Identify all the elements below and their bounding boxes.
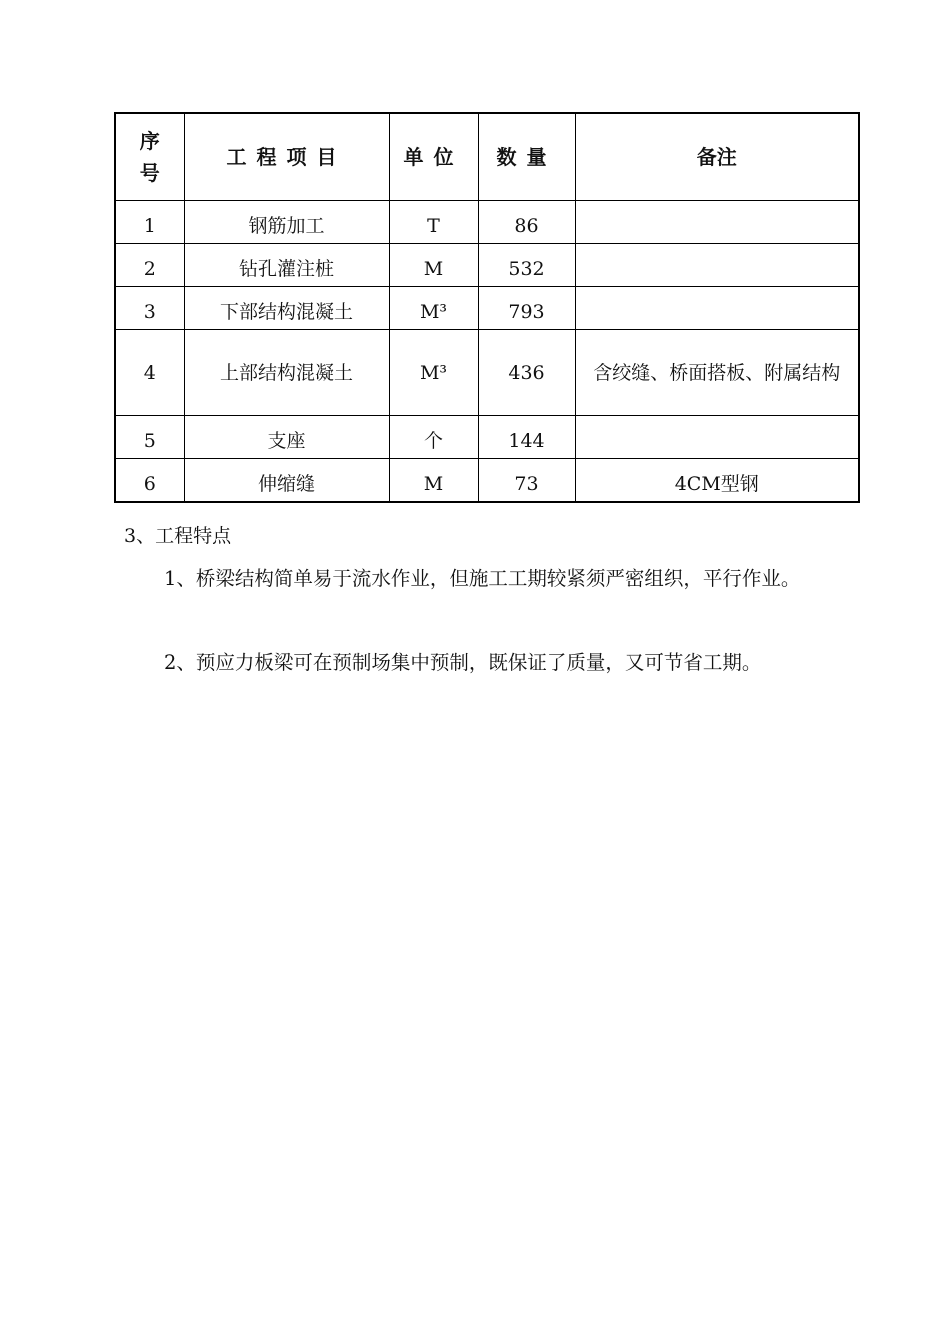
cell-qty: 532 [478,244,575,287]
cell-remark [575,244,859,287]
cell-seq: 4 [115,330,184,416]
cell-qty: 144 [478,416,575,459]
cell-remark [575,287,859,330]
cell-item: 下部结构混凝土 [184,287,389,330]
header-item-label: 工程项目 [226,145,347,169]
table-row [115,416,859,459]
cell-unit: M [389,459,478,502]
table-row [115,201,859,244]
cell-remark [575,416,859,459]
cell-qty: 73 [478,459,575,502]
quantities-table [114,112,860,503]
cell-qty: 86 [478,201,575,244]
cell-seq: 3 [115,287,184,330]
cell-unit: M³ [389,287,478,330]
cell-item: 上部结构混凝土 [184,330,389,416]
table-row [115,459,859,502]
cell-qty: 793 [478,287,575,330]
table-row [115,244,859,287]
header-unit-label: 单位 [403,145,464,169]
header-remark [575,113,859,201]
cell-unit: 个 [389,416,478,459]
header-qty-label: 数量 [496,145,557,169]
paragraph: 1、桥梁结构简单易于流水作业，但施工工期较紧须严密组织，平行作业。 [164,567,801,590]
header-qty [478,113,575,201]
header-item [184,113,389,201]
cell-remark [575,330,859,416]
table-row [115,287,859,330]
cell-qty: 436 [478,330,575,416]
table-row [115,330,859,416]
header-seq-label: 序号 [139,129,160,185]
section-heading: 3、工程特点 [124,525,232,547]
cell-remark-text: 含绞缝、桥面搭板、附属结构 [593,361,841,384]
cell-seq: 6 [115,459,184,502]
cell-item: 支座 [184,416,389,459]
table-header-row [115,113,859,201]
paragraph: 2、预应力板梁可在预制场集中预制，既保证了质量，又可节省工期。 [164,651,762,674]
cell-seq: 2 [115,244,184,287]
header-remark-label: 备注 [696,145,737,169]
header-seq [115,113,184,201]
cell-unit: M³ [389,330,478,416]
cell-remark: 4CM型钢 [575,459,859,502]
cell-unit: M [389,244,478,287]
cell-seq: 5 [115,416,184,459]
cell-remark [575,201,859,244]
header-unit [389,113,478,201]
cell-unit: T [389,201,478,244]
cell-item: 伸缩缝 [184,459,389,502]
cell-item: 钻孔灌注桩 [184,244,389,287]
cell-item: 钢筋加工 [184,201,389,244]
cell-seq: 1 [115,201,184,244]
